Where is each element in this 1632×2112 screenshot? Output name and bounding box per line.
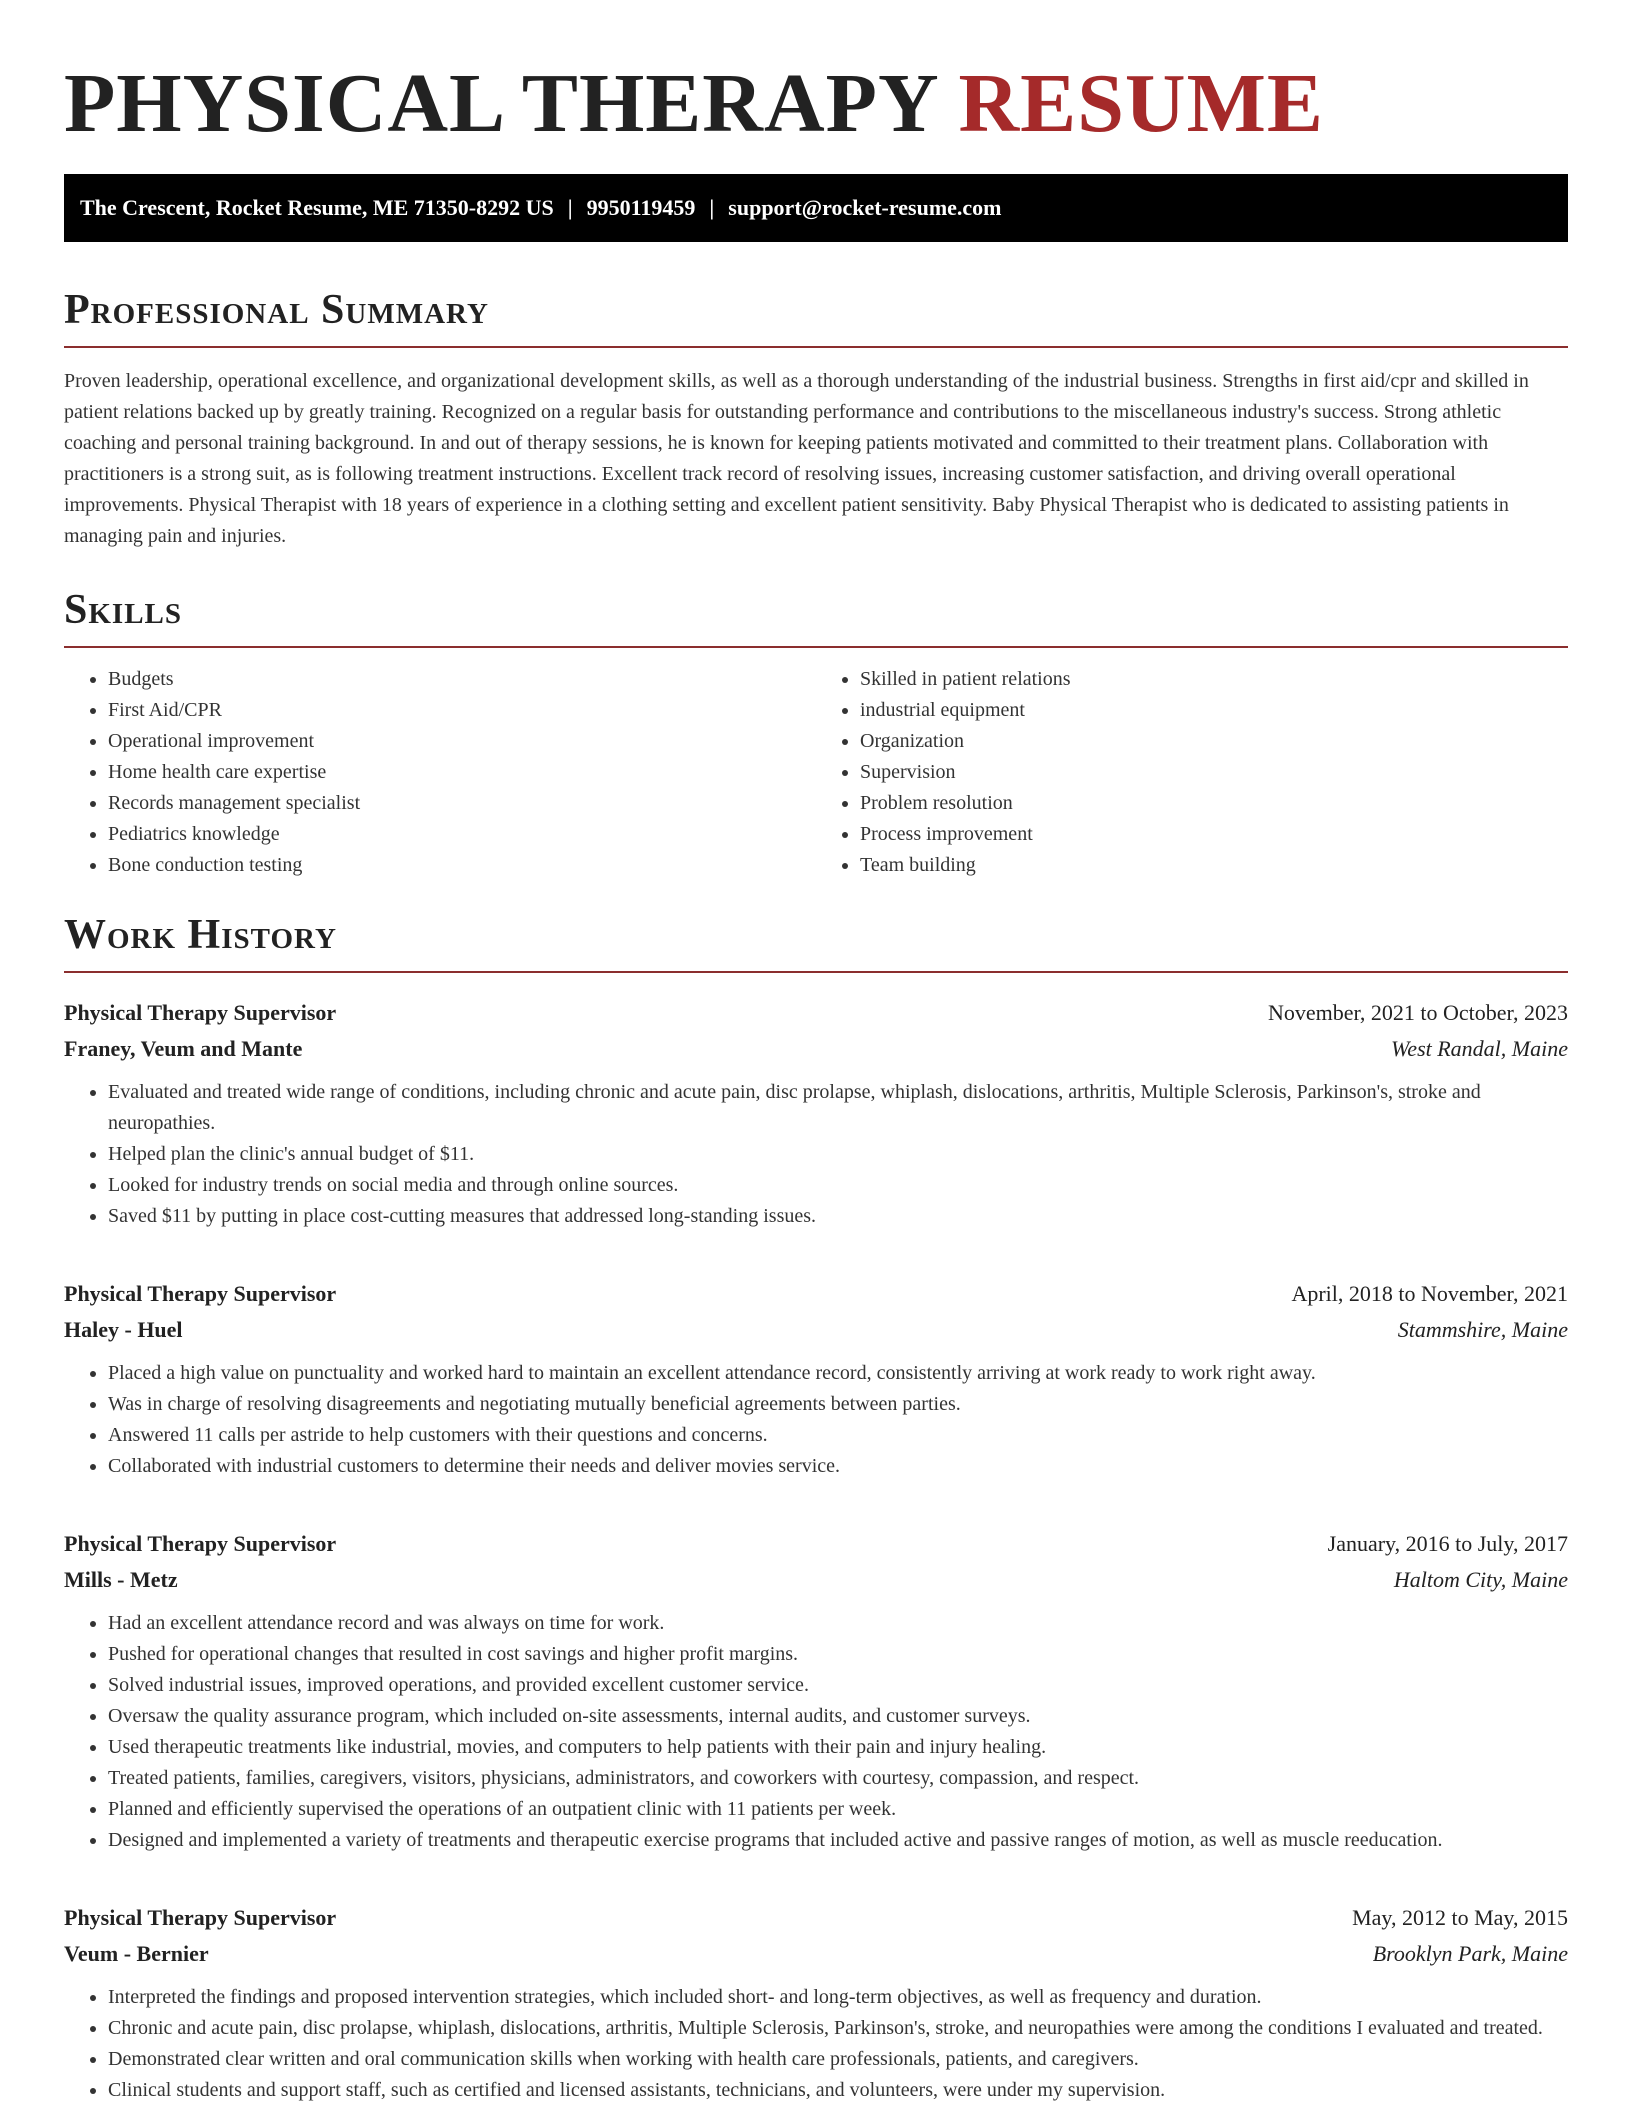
skill-item: • Budgets: [108, 664, 816, 695]
job-bullet: • Had an excellent attendance record and was always on time for work.: [108, 1608, 1568, 1639]
resume-title: [64, 0, 1568, 150]
job-bullet: • Planned and efficiently supervised the operations of an outpatient clinic with 11 patients per week.: [108, 1794, 1568, 1825]
contact-email: support@rocket-resume.com: [728, 195, 1002, 220]
section-divider: [64, 971, 1568, 973]
job-header-row: [64, 995, 1568, 1031]
job-bullets: [64, 1077, 1568, 1232]
work-history-section: [64, 911, 1568, 2106]
skills-section: [64, 586, 1568, 881]
skill-item: • Bone conduction testing: [108, 850, 816, 881]
job-bullet: • Evaluated and treated wide range of conditions, including chronic and acute pain, disc prolapse, whiplash, dislocations, arthritis, Multiple Sclerosis, Parkinson's, stroke and neuropathies.: [108, 1077, 1568, 1139]
job-header-row: [64, 1276, 1568, 1312]
job-bullet: • Designed and implemented a variety of treatments and therapeutic exercise programs that included active and passive ranges of motion, as well as muscle reeducation.: [108, 1825, 1568, 1856]
section-divider: [64, 346, 1568, 348]
professional-summary-section: [64, 286, 1568, 552]
job-company-row: [64, 1312, 1568, 1348]
section-heading: Skills: [64, 587, 183, 633]
job-header-row: [64, 1900, 1568, 1936]
contact-address: The Crescent, Rocket Resume, ME 71350-8292 US: [80, 195, 554, 220]
job-company: Mills - Metz: [64, 1567, 178, 1592]
contact-separator: |: [567, 195, 573, 220]
job-dates: January, 2016 to July, 2017: [1327, 1531, 1568, 1556]
job-location: Haltom City, Maine: [1393, 1567, 1568, 1592]
skills-list-right: [816, 664, 1568, 881]
title-accent: RESUME: [958, 57, 1324, 150]
job-bullet: • Used therapeutic treatments like industrial, movies, and computers to help patients with their pain and injury healing.: [108, 1732, 1568, 1763]
job-bullet: • Chronic and acute pain, disc prolapse, whiplash, dislocations, arthritis, Multiple Sclerosis, Parkinson's, stroke, and neuropathies were among the conditions I evaluated and treated.: [108, 2013, 1568, 2044]
job-bullet: • Solved industrial issues, improved operations, and provided excellent customer service.: [108, 1670, 1568, 1701]
job-bullet: • Treated patients, families, caregivers, visitors, physicians, administrators, and coworkers with courtesy, compassion, and respect.: [108, 1763, 1568, 1794]
job-entry: [64, 1900, 1568, 2106]
job-dates: November, 2021 to October, 2023: [1267, 1000, 1568, 1025]
job-dates: May, 2012 to May, 2015: [1352, 1905, 1568, 1930]
job-bullet: • Helped plan the clinic's annual budget of $11.: [108, 1139, 1568, 1170]
job-bullets: [64, 1608, 1568, 1856]
skill-item: • Supervision: [860, 757, 1568, 788]
section-heading: Professional Summary: [64, 287, 489, 333]
job-bullet: • Placed a high value on punctuality and worked hard to maintain an excellent attendance record, consistently arriving at work ready to work right away.: [108, 1358, 1568, 1389]
skill-item: • Records management specialist: [108, 788, 816, 819]
job-entry: [64, 1276, 1568, 1482]
job-entry: [64, 1526, 1568, 1856]
job-company-row: [64, 1562, 1568, 1598]
job-bullet: • Pushed for operational changes that resulted in cost savings and higher profit margins.: [108, 1639, 1568, 1670]
skills-list-left: [64, 664, 816, 881]
job-location: West Randal, Maine: [1391, 1036, 1568, 1061]
job-bullet: • Clinical students and support staff, such as certified and licensed assistants, technicians, and volunteers, were under my supervision.: [108, 2075, 1568, 2106]
skill-item: • Problem resolution: [860, 788, 1568, 819]
skill-item: • Skilled in patient relations: [860, 664, 1568, 695]
job-company-row: [64, 1936, 1568, 1972]
job-title: Physical Therapy Supervisor: [64, 1000, 337, 1025]
job-title: Physical Therapy Supervisor: [64, 1905, 337, 1930]
contact-bar: [64, 174, 1568, 242]
job-header-row: [64, 1526, 1568, 1562]
job-company: Veum - Bernier: [64, 1941, 209, 1966]
skill-item: • Pediatrics knowledge: [108, 819, 816, 850]
jobs-list: [64, 995, 1568, 2106]
skills-columns: [64, 664, 1568, 881]
job-bullet: • Was in charge of resolving disagreements and negotiating mutually beneficial agreements between parties.: [108, 1389, 1568, 1420]
job-bullets: [64, 1358, 1568, 1482]
job-company: Franey, Veum and Mante: [64, 1036, 303, 1061]
skill-item: • Home health care expertise: [108, 757, 816, 788]
job-entry: [64, 995, 1568, 1232]
section-divider: [64, 646, 1568, 648]
job-bullet: • Answered 11 calls per astride to help customers with their questions and concerns.: [108, 1420, 1568, 1451]
title-main: PHYSICAL THERAPY: [64, 57, 959, 150]
job-bullets: [64, 1982, 1568, 2106]
skill-item: • Team building: [860, 850, 1568, 881]
job-bullet: • Saved $11 by putting in place cost-cutting measures that addressed long-standing issues.: [108, 1201, 1568, 1232]
section-heading: Work History: [64, 912, 337, 958]
job-title: Physical Therapy Supervisor: [64, 1531, 337, 1556]
skill-item: • industrial equipment: [860, 695, 1568, 726]
contact-phone: 9950119459: [586, 195, 696, 220]
job-bullet: • Demonstrated clear written and oral communication skills when working with health care professionals, patients, and caregivers.: [108, 2044, 1568, 2075]
job-bullet: • Looked for industry trends on social media and through online sources.: [108, 1170, 1568, 1201]
summary-text: Proven leadership, operational excellence, and organizational development skills, as well as a thorough understanding of the industrial business. Strengths in first aid/cpr and skilled in patient relations backed up by greatly training. Recognized on a regular basis for outstanding performance and contributions to the miscellaneous industry's success. Strong athletic coaching and personal training background. In and out of therapy sessions, he is known for keeping patients motivated and committed to their treatment plans. Collaboration with practitioners is a strong suit, as is following treatment instructions. Excellent track record of resolving issues, increasing customer satisfaction, and driving overall operational improvements. Physical Therapist with 18 years of experience in a clothing setting and excellent patient sensitivity. Baby Physical Therapist who is dedicated to assisting patients in managing pain and injuries.: [64, 370, 1529, 547]
job-bullet: • Collaborated with industrial customers to determine their needs and deliver movies service.: [108, 1451, 1568, 1482]
contact-separator: |: [709, 195, 715, 220]
job-title: Physical Therapy Supervisor: [64, 1281, 337, 1306]
job-company-row: [64, 1031, 1568, 1067]
skill-item: • Operational improvement: [108, 726, 816, 757]
skill-item: • Process improvement: [860, 819, 1568, 850]
skill-item: • Organization: [860, 726, 1568, 757]
job-bullet: • Interpreted the findings and proposed intervention strategies, which included short- and long-term objectives, as well as frequency and duration.: [108, 1982, 1568, 2013]
job-location: Stammshire, Maine: [1397, 1317, 1568, 1342]
job-location: Brooklyn Park, Maine: [1372, 1941, 1568, 1966]
job-bullet: • Oversaw the quality assurance program, which included on-site assessments, internal audits, and customer surveys.: [108, 1701, 1568, 1732]
skill-item: • First Aid/CPR: [108, 695, 816, 726]
job-company: Haley - Huel: [64, 1317, 183, 1342]
job-dates: April, 2018 to November, 2021: [1291, 1281, 1568, 1306]
